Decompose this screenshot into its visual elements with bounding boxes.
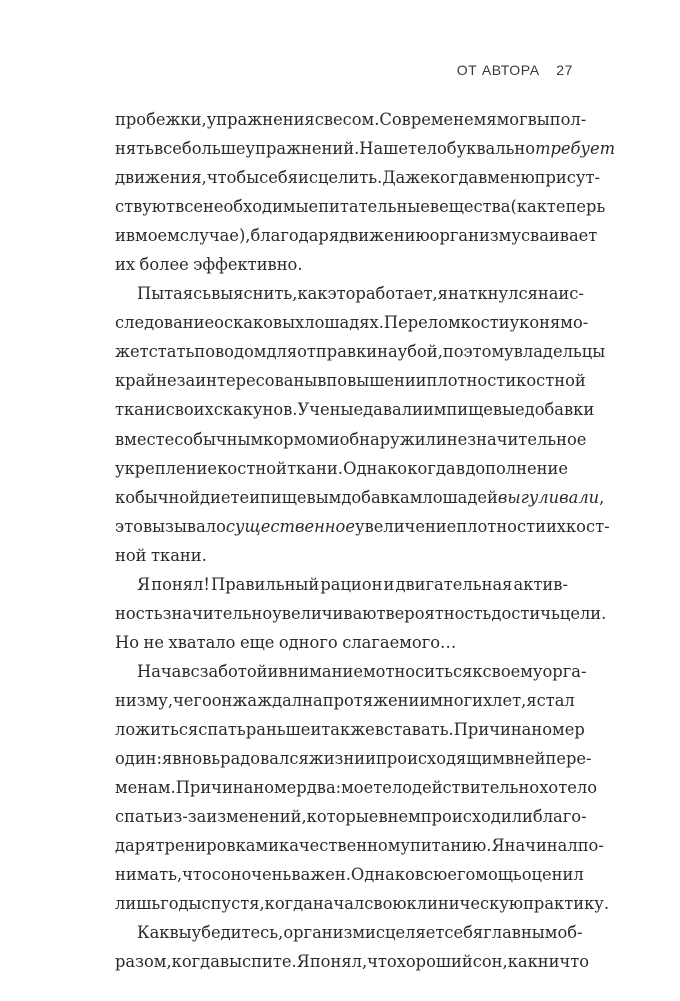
- word: и: [328, 429, 340, 449]
- word: и: [115, 226, 126, 246]
- word: крайне: [115, 371, 177, 391]
- word: весом.: [323, 110, 380, 129]
- word: движению: [339, 226, 430, 246]
- word: вы: [219, 952, 243, 972]
- word: укрепление: [115, 458, 217, 478]
- word: выпол-: [527, 110, 587, 129]
- word: как: [507, 952, 538, 972]
- word: нем: [387, 807, 421, 827]
- word: убедитесь,: [191, 923, 284, 943]
- word: начинал: [504, 836, 578, 856]
- word: Причина: [453, 719, 532, 739]
- word: которые: [306, 807, 379, 827]
- word: понял,: [309, 952, 368, 972]
- text-line: [115, 483, 605, 512]
- word: благо-: [532, 807, 587, 827]
- word: на: [377, 342, 398, 362]
- page-number: 27: [556, 62, 573, 78]
- word: это: [115, 516, 143, 536]
- word: следование: [115, 313, 215, 333]
- text-line: [115, 570, 568, 599]
- body-text: [115, 105, 616, 976]
- text-line: [115, 657, 587, 686]
- word: с: [190, 661, 200, 681]
- word: когда: [429, 168, 479, 188]
- word: один:: [115, 749, 163, 769]
- word: практику.: [523, 894, 610, 914]
- word: номер: [531, 719, 585, 739]
- word: вы: [169, 923, 192, 943]
- word: одного: [278, 632, 338, 652]
- word: стал: [536, 690, 575, 710]
- word: скакунов.: [213, 400, 298, 420]
- word: цели.: [559, 603, 607, 623]
- word: сон,: [472, 952, 508, 972]
- word: сон: [211, 865, 242, 885]
- word: на: [537, 284, 559, 304]
- word: даря: [115, 836, 156, 856]
- word: костной: [516, 371, 586, 391]
- text-line: [115, 366, 586, 395]
- word: менам.: [115, 778, 176, 798]
- word: себя: [259, 168, 298, 188]
- word: для: [266, 342, 298, 362]
- word: это: [327, 284, 356, 304]
- word: тренировкам: [155, 836, 269, 856]
- word: исцелить.: [297, 168, 383, 188]
- word: из-за: [162, 807, 207, 827]
- word: в: [378, 807, 388, 827]
- word: своему: [482, 661, 543, 681]
- word: о: [214, 313, 224, 333]
- text-line: [115, 105, 587, 134]
- word: когда: [171, 952, 220, 972]
- word: разом,: [115, 952, 172, 972]
- word: Правильный: [211, 574, 320, 594]
- word: так: [321, 719, 351, 739]
- word: лет,: [492, 690, 527, 710]
- text-line: [115, 395, 595, 424]
- text-line: [115, 250, 568, 279]
- word: жаждал: [232, 690, 303, 710]
- word: повышении: [326, 371, 427, 391]
- word: лишь: [115, 894, 161, 914]
- word: спать: [198, 719, 246, 739]
- word: орга-: [542, 661, 587, 681]
- text-line: [115, 279, 584, 308]
- word: их: [545, 516, 566, 536]
- word: ность: [115, 603, 163, 623]
- word: в: [317, 371, 327, 391]
- word: скаковых: [223, 313, 305, 333]
- word: пере-: [545, 749, 592, 769]
- word: радовался: [220, 749, 309, 769]
- word: же: [350, 719, 375, 739]
- word: (как: [510, 197, 547, 217]
- word: важен.: [291, 865, 351, 885]
- word: достичь: [491, 603, 560, 623]
- text-line: [115, 744, 592, 773]
- word: жет: [115, 342, 149, 362]
- word: Со: [379, 110, 402, 129]
- word: отправки: [297, 342, 378, 362]
- word: и: [383, 574, 395, 594]
- word: в: [455, 458, 466, 478]
- word: чего: [173, 690, 212, 710]
- text-line: [115, 889, 610, 918]
- word: происходящим: [376, 749, 505, 769]
- word: как: [297, 284, 328, 304]
- word: протяжении: [322, 690, 431, 710]
- word: еще: [239, 632, 275, 652]
- word: главным: [483, 923, 558, 943]
- word: слагаемого…: [342, 632, 457, 652]
- word: на: [302, 690, 323, 710]
- word: тело: [373, 778, 413, 798]
- word: пробежки,: [115, 110, 207, 129]
- word: поводом: [194, 342, 267, 362]
- word: добавкам: [341, 487, 423, 507]
- word: происходили: [420, 807, 533, 827]
- word: клиническую: [406, 894, 524, 914]
- word: им: [422, 400, 447, 420]
- word: Однако: [343, 458, 408, 478]
- word: Наше: [359, 139, 408, 159]
- word: мощь: [475, 865, 522, 885]
- word: два:: [306, 778, 342, 798]
- word: значительно: [162, 603, 273, 623]
- word: обычным: [183, 429, 264, 449]
- word: не: [143, 632, 165, 652]
- word: хороший: [396, 952, 473, 972]
- word: плотности: [456, 516, 546, 536]
- word: моем: [135, 226, 180, 246]
- word: Однако: [350, 865, 415, 885]
- word: всю: [414, 865, 448, 885]
- word: вероятность: [385, 603, 492, 623]
- word: плотности: [426, 371, 517, 391]
- word: я: [162, 749, 173, 769]
- word: движения,: [115, 168, 207, 188]
- word: убой,: [397, 342, 443, 362]
- word: понял!: [151, 574, 210, 594]
- word: организм: [429, 226, 512, 246]
- word: поэтому: [442, 342, 514, 362]
- word: увеличение: [354, 516, 457, 536]
- word: он: [211, 690, 233, 710]
- word: кормом: [263, 429, 329, 449]
- word: об-: [557, 923, 583, 943]
- word: лошадях.: [304, 313, 384, 333]
- text-line: [115, 192, 606, 221]
- text-line: [115, 773, 597, 802]
- word: хотело: [539, 778, 597, 798]
- word: ткани.: [151, 545, 207, 565]
- word: к: [115, 487, 126, 507]
- text-line: [115, 308, 589, 337]
- text-line: [115, 541, 568, 570]
- text-line: [115, 831, 604, 860]
- word: упражнения: [206, 110, 315, 129]
- word: вставать.: [374, 719, 454, 739]
- word: добавки: [524, 400, 595, 420]
- word: кост-: [566, 516, 610, 536]
- word: мое: [341, 778, 374, 798]
- word: и: [268, 836, 280, 856]
- word: оценил: [521, 865, 584, 885]
- word: хватало: [168, 632, 236, 652]
- word: и: [267, 661, 279, 681]
- word: в: [125, 226, 136, 246]
- word: стать: [148, 342, 195, 362]
- word: питательные: [318, 197, 430, 217]
- word: изменений,: [206, 807, 307, 827]
- word: кости: [460, 313, 510, 333]
- word: Ученые: [297, 400, 364, 420]
- word: я: [437, 284, 448, 304]
- text-line: [115, 337, 606, 366]
- word: упражнений.: [245, 139, 360, 159]
- word: очень: [241, 865, 292, 885]
- word: владельцы: [513, 342, 606, 362]
- word: их: [115, 255, 136, 275]
- word: тело: [407, 139, 447, 159]
- word: ложиться: [115, 719, 199, 739]
- word: спите.: [242, 952, 297, 972]
- text-line: [115, 221, 598, 250]
- word: вызывало: [142, 516, 226, 536]
- text-line: [115, 715, 585, 744]
- word: что: [182, 865, 212, 885]
- word: больше: [181, 139, 246, 159]
- word: вновь: [172, 749, 221, 769]
- word: начал: [312, 894, 365, 914]
- word: наткнулся: [447, 284, 538, 304]
- word: рацион: [320, 574, 383, 594]
- word: жизни: [308, 749, 366, 769]
- word: давали: [363, 400, 423, 420]
- word: ткани.: [287, 458, 343, 478]
- word: номер: [253, 778, 307, 798]
- word: нять: [115, 139, 154, 159]
- word: более: [139, 255, 189, 275]
- word: все: [154, 139, 182, 159]
- text-line: [115, 802, 587, 831]
- word: в: [478, 168, 488, 188]
- word: Я: [137, 574, 151, 594]
- word: вниманием: [278, 661, 376, 681]
- word: Я: [491, 836, 505, 856]
- word: ней: [514, 749, 546, 769]
- word: ис-: [558, 284, 584, 304]
- word: заботой: [199, 661, 268, 681]
- text-line: [115, 628, 568, 657]
- word: вместе: [115, 429, 175, 449]
- word: я: [526, 690, 537, 710]
- word: двигательная: [395, 574, 513, 594]
- word: с: [314, 110, 324, 129]
- word: Пытаясь: [137, 284, 212, 304]
- word: себя: [444, 923, 484, 943]
- word: актив-: [513, 574, 568, 594]
- word: мог: [496, 110, 528, 129]
- word: требует: [535, 139, 616, 159]
- word: работает,: [355, 284, 438, 304]
- word: питанию.: [409, 836, 492, 856]
- word: увеличивают: [272, 603, 386, 623]
- text-line: [115, 163, 600, 192]
- word: низму,: [115, 690, 174, 710]
- word: усваивает: [511, 226, 598, 246]
- word: дополнение: [465, 458, 568, 478]
- word: выяснить,: [211, 284, 298, 304]
- word: и: [365, 749, 376, 769]
- word: спустя,: [201, 894, 265, 914]
- word: благодаря: [250, 226, 340, 246]
- word: в: [504, 749, 515, 769]
- word: действительно: [412, 778, 540, 798]
- word: диете: [200, 487, 250, 507]
- text-line: [115, 947, 590, 976]
- word: коня: [519, 313, 561, 333]
- word: обнаружили: [339, 429, 447, 449]
- word: Я: [296, 952, 310, 972]
- word: все: [175, 197, 203, 217]
- word: незначительное: [446, 429, 587, 449]
- word: Начав: [137, 661, 191, 681]
- word: когда: [264, 894, 313, 914]
- word: ной: [115, 545, 147, 565]
- word: Но: [115, 632, 140, 652]
- text-line: [115, 425, 587, 454]
- word: существенное: [225, 516, 355, 536]
- word: ничто: [537, 952, 590, 972]
- word: пищевые: [446, 400, 525, 420]
- word: у: [509, 313, 520, 333]
- word: раньше: [245, 719, 311, 739]
- word: Даже: [382, 168, 430, 188]
- word: ствуют: [115, 197, 176, 217]
- word: свою: [364, 894, 407, 914]
- word: случае),: [179, 226, 251, 246]
- text-line: [115, 599, 607, 628]
- word: Как: [137, 923, 170, 943]
- text-line: [115, 512, 610, 541]
- word: своих: [165, 400, 214, 420]
- word: Перелом: [383, 313, 461, 333]
- word: по-: [577, 836, 604, 856]
- word: необходимые: [202, 197, 319, 217]
- word: качественному: [279, 836, 410, 856]
- word: пищевым: [260, 487, 342, 507]
- word: относиться: [375, 661, 473, 681]
- word: к: [472, 661, 483, 681]
- word: я: [486, 110, 497, 129]
- word: и: [310, 719, 322, 739]
- word: теперь: [546, 197, 606, 217]
- word: что: [367, 952, 397, 972]
- word: его: [447, 865, 476, 885]
- word: организм: [283, 923, 366, 943]
- word: присут-: [534, 168, 600, 188]
- word: временем: [401, 110, 487, 129]
- word: и: [249, 487, 261, 507]
- word: меню: [487, 168, 535, 188]
- word: буквально: [446, 139, 536, 159]
- running-head: [457, 62, 573, 78]
- word: Причина: [175, 778, 254, 798]
- word: ткани: [115, 400, 166, 420]
- word: обычной: [125, 487, 201, 507]
- word: вещества: [429, 197, 511, 217]
- text-line: [115, 686, 575, 715]
- word: с: [174, 429, 184, 449]
- word: мо-: [560, 313, 589, 333]
- word: нимать,: [115, 865, 183, 885]
- word: спать: [115, 807, 163, 827]
- word: многих: [430, 690, 493, 710]
- word: чтобы: [206, 168, 260, 188]
- text-line: [115, 134, 616, 163]
- text-line: [115, 860, 584, 889]
- section-title: ОТ АВТОРА: [456, 62, 540, 78]
- word: лошадей: [422, 487, 498, 507]
- word: годы: [160, 894, 202, 914]
- word: выгуливали,: [497, 487, 605, 507]
- word: костной: [217, 458, 287, 478]
- word: заинтересованы: [176, 371, 318, 391]
- text-line: [115, 454, 568, 483]
- text-line: [115, 918, 583, 947]
- word: исцеляет: [365, 923, 445, 943]
- word: когда: [407, 458, 456, 478]
- word: эффективно.: [193, 255, 303, 275]
